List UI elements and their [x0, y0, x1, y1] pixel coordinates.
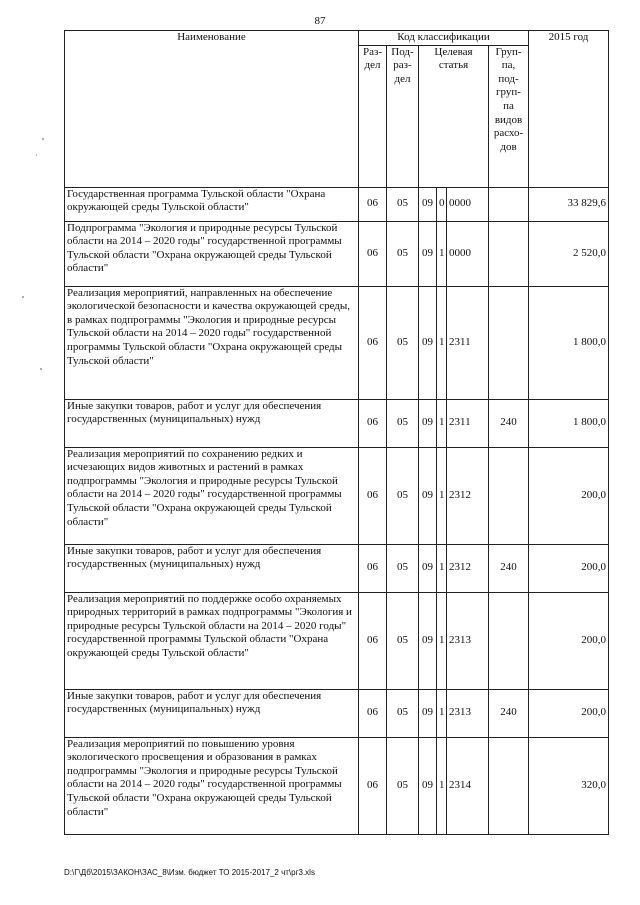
row-razdel: 06 — [359, 592, 387, 689]
header-target: Целевая статья — [419, 45, 489, 187]
row-vid — [489, 286, 529, 399]
row-podrazdel: 05 — [387, 187, 419, 221]
header-subsection: Под- раз- дел — [387, 45, 419, 187]
row-name: Иные закупки товаров, работ и услуг для обеспечения государственных (муниципальных) нужд — [65, 689, 359, 737]
row-vid — [489, 447, 529, 544]
row-razdel: 06 — [359, 221, 387, 286]
row-razdel: 06 — [359, 544, 387, 592]
table-row — [65, 447, 609, 544]
row-code-subprogram: 1 — [437, 737, 447, 834]
scan-speck — [42, 138, 44, 140]
row-sum: 33 829,6 — [529, 187, 609, 221]
row-vid — [489, 592, 529, 689]
page-number: 87 — [314, 15, 326, 27]
row-vid: 240 — [489, 544, 529, 592]
row-vid — [489, 737, 529, 834]
row-code-subprogram: 1 — [437, 447, 447, 544]
row-name: Реализация мероприятий по поддержке особо охраняемых природных территорий в рамках подпрограммы "Экология и природные ресурсы Тульской области на 2014 – 2020 годы" государственной программы Тульской области "Охрана окружающей среды Тульской области" — [65, 592, 359, 689]
row-code-direction: 2313 — [447, 592, 489, 689]
row-sum: 320,0 — [529, 737, 609, 834]
row-podrazdel: 05 — [387, 399, 419, 447]
row-name: Реализация мероприятий, направленных на обеспечение экологической безопасности и качества окружающей среды, в рамках подпрограммы "Экология и природные ресурсы Тульской области на 2014 – 2020 годы" государственной программы Тульской области "Охрана окружающей среды Тульской области" — [65, 286, 359, 399]
header-name: Наименование — [65, 31, 359, 188]
row-vid — [489, 187, 529, 221]
row-code-subprogram: 1 — [437, 592, 447, 689]
row-name: Иные закупки товаров, работ и услуг для обеспечения государственных (муниципальных) нужд — [65, 399, 359, 447]
row-code-program: 09 — [419, 221, 437, 286]
table-row — [65, 544, 609, 592]
file-path-footer: D:\Г\Дб\2015\ЗАКОН\ЗАС_8\Изм. бюджет ТО 2015-2017_2 чт\рг3.xls — [64, 868, 315, 877]
row-code-direction: 2312 — [447, 544, 489, 592]
row-sum: 2 520,0 — [529, 221, 609, 286]
header-section: Раз- дел — [359, 45, 387, 187]
row-code-direction: 0000 — [447, 221, 489, 286]
row-code-subprogram: 1 — [437, 286, 447, 399]
row-podrazdel: 05 — [387, 592, 419, 689]
row-code-subprogram: 1 — [437, 221, 447, 286]
row-podrazdel: 05 — [387, 221, 419, 286]
row-sum: 1 800,0 — [529, 286, 609, 399]
row-code-program: 09 — [419, 592, 437, 689]
row-razdel: 06 — [359, 286, 387, 399]
row-vid — [489, 221, 529, 286]
row-name: Иные закупки товаров, работ и услуг для обеспечения государственных (муниципальных) нужд — [65, 544, 359, 592]
row-code-direction: 2312 — [447, 447, 489, 544]
scan-speck — [22, 296, 24, 298]
row-code-program: 09 — [419, 286, 437, 399]
row-razdel: 06 — [359, 737, 387, 834]
row-code-program: 09 — [419, 187, 437, 221]
table-row — [65, 737, 609, 834]
row-code-subprogram: 1 — [437, 689, 447, 737]
table-row — [65, 221, 609, 286]
table-row — [65, 187, 609, 221]
row-vid: 240 — [489, 689, 529, 737]
row-sum: 200,0 — [529, 544, 609, 592]
row-code-direction: 2311 — [447, 399, 489, 447]
row-name: Государственная программа Тульской области "Охрана окружающей среды Тульской области" — [65, 187, 359, 221]
scan-speck — [40, 368, 42, 370]
table-row — [65, 399, 609, 447]
row-podrazdel: 05 — [387, 286, 419, 399]
row-code-program: 09 — [419, 689, 437, 737]
row-razdel: 06 — [359, 447, 387, 544]
row-podrazdel: 05 — [387, 447, 419, 544]
table-row — [65, 286, 609, 399]
row-sum: 200,0 — [529, 689, 609, 737]
row-code-subprogram: 1 — [437, 544, 447, 592]
table-row — [65, 689, 609, 737]
row-code-program: 09 — [419, 399, 437, 447]
row-name: Подпрограмма "Экология и природные ресурсы Тульской области на 2014 – 2020 годы" государственной программы Тульской области "Охрана окружающей среды Тульской области" — [65, 221, 359, 286]
row-podrazdel: 05 — [387, 689, 419, 737]
row-razdel: 06 — [359, 399, 387, 447]
row-code-direction: 2314 — [447, 737, 489, 834]
table-row — [65, 592, 609, 689]
row-code-direction: 2313 — [447, 689, 489, 737]
header-year: 2015 год — [529, 31, 609, 188]
row-razdel: 06 — [359, 689, 387, 737]
row-code-subprogram: 0 — [437, 187, 447, 221]
header-group: Груп- па, под- груп- па видов расхо- дов — [489, 45, 529, 187]
header-classification: Код классификации — [359, 31, 529, 46]
scan-speck — [36, 154, 37, 156]
row-name: Реализация мероприятий по сохранению редких и исчезающих видов животных и растений в рамках подпрограммы "Экология и природные ресурсы Тульской области на 2014 – 2020 годы" государственной программы Тульской области "Охрана окружающей среды Тульской области" — [65, 447, 359, 544]
row-podrazdel: 05 — [387, 737, 419, 834]
row-sum: 1 800,0 — [529, 399, 609, 447]
row-name: Реализация мероприятий по повышению уровня экологического просвещения и образования в рамках подпрограммы "Экология и природные ресурсы Тульской области на 2014 – 2020 годы" государственной программы Тульской области "Охрана окружающей среды Тульской области" — [65, 737, 359, 834]
row-code-direction: 0000 — [447, 187, 489, 221]
row-podrazdel: 05 — [387, 544, 419, 592]
row-sum: 200,0 — [529, 592, 609, 689]
row-code-program: 09 — [419, 544, 437, 592]
row-sum: 200,0 — [529, 447, 609, 544]
row-vid: 240 — [489, 399, 529, 447]
row-code-subprogram: 1 — [437, 399, 447, 447]
row-code-program: 09 — [419, 737, 437, 834]
row-razdel: 06 — [359, 187, 387, 221]
budget-table — [64, 30, 609, 835]
row-code-direction: 2311 — [447, 286, 489, 399]
row-code-program: 09 — [419, 447, 437, 544]
